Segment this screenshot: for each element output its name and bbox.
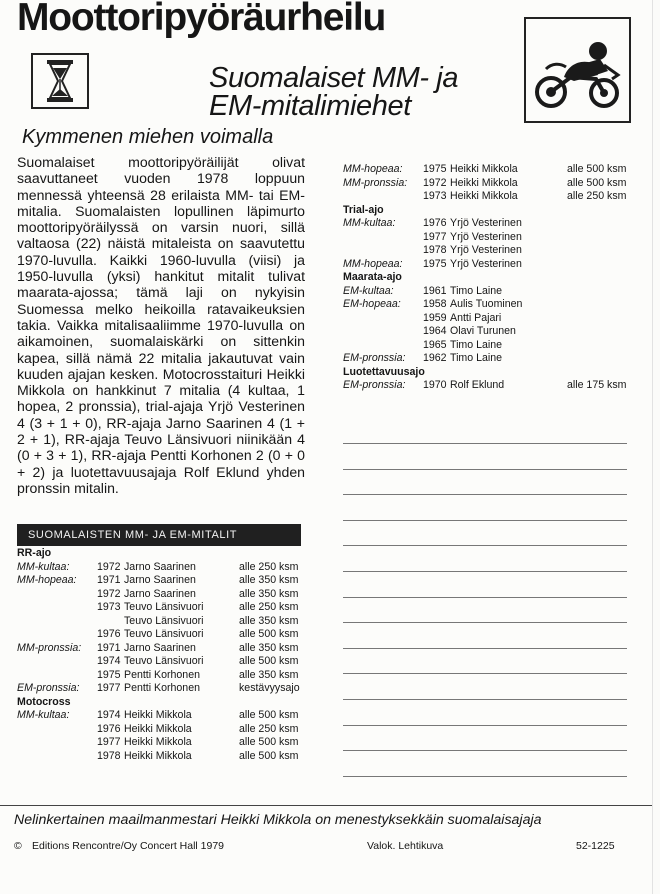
body-text: Suomalaiset moottoripyöräilijät olivat saavuttaneet vuoden 1978 loppuun mennessä yhteensä 28 erilaista MM- tai EM-mitalia. Suomalaisten lopullinen läpimurto moottoripyöräilyssä on varsin nuori, sillä valtaosa (22) näistä mitaleista on saavutettu 1970-luvulla. Kaikki 1960-luvulla (viisi) ja 1950-luvulla (yksi) hankitut mitalit tulivat maarata-ajossa; tämä laji on nykyisin Suomessa melko heikoilla ratavaikeuksien takia. Vaikka mitalisaaliimme 1970-luvulla on aikamoinen, suomalaiskärki on sittenkin kapea, sillä nämä 22 mitalia jakautuvat vain kuuden ajajan kesken. Motocrosstaituri Heikki Mikkola on hankkinut 7 mitalia (4 kultaa, 1 hopea, 2 pronssia), trial-ajaja Yrjö Vesterinen 4 (3 + 1 + 0), RR-ajaja Jarno Saarinen 4 (1 + 2 + 1), RR-ajaja Teuvo Länsivuori niinikään 4 (0 + 3 + 1), RR-ajaja Pentti Korhonen 2 (0 + 0 + 2) ja luotettavuusajaja Rolf Eklund yhden pronssin mitalin.	[17, 154, 305, 496]
rider-name: Timo Laine	[450, 352, 503, 364]
photo-credit: Valok. Lehtikuva	[367, 840, 444, 852]
rider-name: Jarno Saarinen	[124, 587, 196, 600]
class-name: alle 500 ksm	[567, 163, 627, 175]
medal-type: MM-kultaa:	[17, 560, 70, 573]
rider-name: Teuvo Länsivuori	[124, 655, 204, 667]
medal-year: 1973	[97, 601, 121, 613]
medal-year: 1974	[97, 709, 121, 721]
photo-caption: Nelinkertainen maailmanmestari Heikki Mikkola on menestyksekkäin suomalaisajaja	[14, 812, 542, 828]
medal-type: EM-kultaa:	[343, 284, 394, 297]
medal-type: MM-kultaa:	[343, 217, 396, 229]
section-heading: Trial-ajo	[343, 203, 384, 216]
medal-year: 1975	[423, 257, 447, 270]
medal-year: 1976	[423, 217, 447, 229]
blank-line	[343, 597, 627, 598]
medal-type: MM-kultaa:	[17, 709, 70, 721]
caption-divider	[0, 805, 652, 806]
class-name: alle 500 ksm	[239, 736, 299, 748]
medal-year: 1971	[97, 574, 121, 586]
medal-year: 1958	[423, 298, 447, 310]
medal-year: 1972	[423, 176, 447, 189]
category-title: Moottoripyöräurheilu	[17, 0, 386, 39]
blank-line	[343, 469, 627, 470]
blank-line	[343, 699, 627, 700]
medal-year: 1964	[423, 325, 447, 337]
medal-year: 1977	[423, 230, 447, 243]
motorcycle-racer-graphic	[526, 19, 629, 121]
blank-line	[343, 673, 627, 674]
blank-line	[343, 571, 627, 572]
section-heading: Motocross	[17, 695, 71, 708]
medal-year: 1976	[97, 722, 121, 735]
rider-name: Aulis Tuominen	[450, 298, 523, 310]
hourglass-icon-graphic	[33, 55, 87, 107]
class-name: alle 175 ksm	[567, 379, 627, 391]
section-heading: Maarata-ajo	[343, 271, 402, 283]
class-name: alle 500 ksm	[239, 749, 299, 762]
rider-name: Yrjö Vesterinen	[450, 230, 522, 243]
class-name: alle 500 ksm	[567, 176, 627, 189]
class-name: alle 250 ksm	[239, 601, 299, 613]
medal-year: 1978	[423, 244, 447, 256]
section-heading: Luotettavuusajo	[343, 365, 425, 378]
rider-name: Timo Laine	[450, 284, 503, 297]
subtitle-line-2: EM-mitalimiehet	[209, 90, 411, 122]
medal-type: MM-hopeaa:	[343, 257, 403, 270]
medal-type: EM-hopeaa:	[343, 298, 401, 310]
rider-name: Jarno Saarinen	[124, 560, 196, 573]
class-name: alle 250 ksm	[567, 190, 627, 202]
rider-name: Heikki Mikkola	[450, 190, 518, 202]
blank-line	[343, 545, 627, 546]
medal-year: 1970	[423, 379, 447, 391]
medal-year: 1977	[97, 682, 121, 694]
medal-year: 1972	[97, 560, 121, 573]
blank-line	[343, 750, 627, 751]
class-name: alle 500 ksm	[239, 655, 299, 667]
rider-name: Timo Laine	[450, 338, 503, 351]
class-name: alle 350 ksm	[239, 587, 299, 600]
subtitle-line-1: Suomalaiset MM- ja	[209, 62, 459, 94]
rider-name: Heikki Mikkola	[124, 709, 192, 721]
medal-year: 1973	[423, 190, 447, 202]
blank-line	[343, 494, 627, 495]
medal-type: MM-hopeaa:	[343, 163, 403, 175]
blank-line	[343, 725, 627, 726]
medal-year: 1965	[423, 338, 447, 351]
section-heading: RR-ajo	[17, 547, 52, 559]
rider-name: Jarno Saarinen	[124, 641, 196, 654]
medal-table-header: SUOMALAISTEN MM- JA EM-MITALIT	[17, 524, 301, 546]
rider-name: Rolf Eklund	[450, 379, 505, 391]
rider-name: Jarno Saarinen	[124, 574, 196, 586]
medal-year: 1971	[97, 641, 121, 654]
rider-name: Pentti Korhonen	[124, 668, 200, 681]
blank-line	[343, 648, 627, 649]
medal-type: MM-pronssia:	[17, 641, 82, 654]
medal-year: 1974	[97, 655, 121, 667]
blank-line	[343, 443, 627, 444]
class-name: kestävyysajo	[239, 682, 300, 694]
rider-name: Teuvo Länsivuori	[124, 601, 204, 613]
class-name: alle 250 ksm	[239, 722, 299, 735]
rider-name: Yrjö Vesterinen	[450, 217, 522, 229]
medal-year: 1977	[97, 736, 121, 748]
rider-name: Antti Pajari	[450, 311, 502, 324]
medal-year: 1972	[97, 587, 121, 600]
medal-type: MM-pronssia:	[343, 176, 408, 189]
medal-year: 1961	[423, 284, 447, 297]
publisher-credit: Editions Rencontre/Oy Concert Hall 1979	[32, 840, 225, 852]
rider-name: Heikki Mikkola	[450, 163, 518, 175]
class-name: alle 350 ksm	[239, 574, 299, 586]
class-name: alle 350 ksm	[239, 641, 299, 654]
class-name: alle 250 ksm	[239, 560, 299, 573]
copyright-symbol: ©	[14, 840, 22, 852]
blank-line	[343, 520, 627, 521]
rider-name: Heikki Mikkola	[450, 176, 518, 189]
class-name: alle 350 ksm	[239, 668, 299, 681]
rider-name: Yrjö Vesterinen	[450, 257, 522, 270]
class-name: alle 350 ksm	[239, 614, 299, 627]
medal-year: 1959	[423, 311, 447, 324]
medal-type: MM-hopeaa:	[17, 574, 77, 586]
rider-name: Yrjö Vesterinen	[450, 244, 522, 256]
class-name: alle 500 ksm	[239, 628, 299, 640]
rider-name: Heikki Mikkola	[124, 722, 192, 735]
medal-type: EM-pronssia:	[343, 379, 406, 391]
rider-name: Heikki Mikkola	[124, 749, 192, 762]
medal-type: EM-pronssia:	[343, 352, 406, 364]
medal-year: 1975	[97, 668, 121, 681]
motorcycle-racer-icon	[524, 17, 631, 123]
card-code: 52-1225	[576, 840, 615, 852]
lead-heading: Kymmenen miehen voimalla	[22, 126, 274, 148]
rider-name: Pentti Korhonen	[124, 682, 200, 694]
medal-year: 1962	[423, 352, 447, 364]
hourglass-icon	[31, 53, 89, 109]
class-name: alle 500 ksm	[239, 709, 299, 721]
rider-name: Teuvo Länsivuori	[124, 614, 204, 627]
blank-line	[343, 776, 627, 777]
rider-name: Teuvo Länsivuori	[124, 628, 204, 640]
medal-year: 1976	[97, 628, 121, 640]
subtitle	[209, 64, 458, 120]
medal-type: EM-pronssia:	[17, 682, 80, 694]
medal-year: 1975	[423, 163, 447, 175]
rider-name: Olavi Turunen	[450, 325, 516, 337]
rider-name: Heikki Mikkola	[124, 736, 192, 748]
blank-line	[343, 622, 627, 623]
medal-year: 1978	[97, 749, 121, 762]
